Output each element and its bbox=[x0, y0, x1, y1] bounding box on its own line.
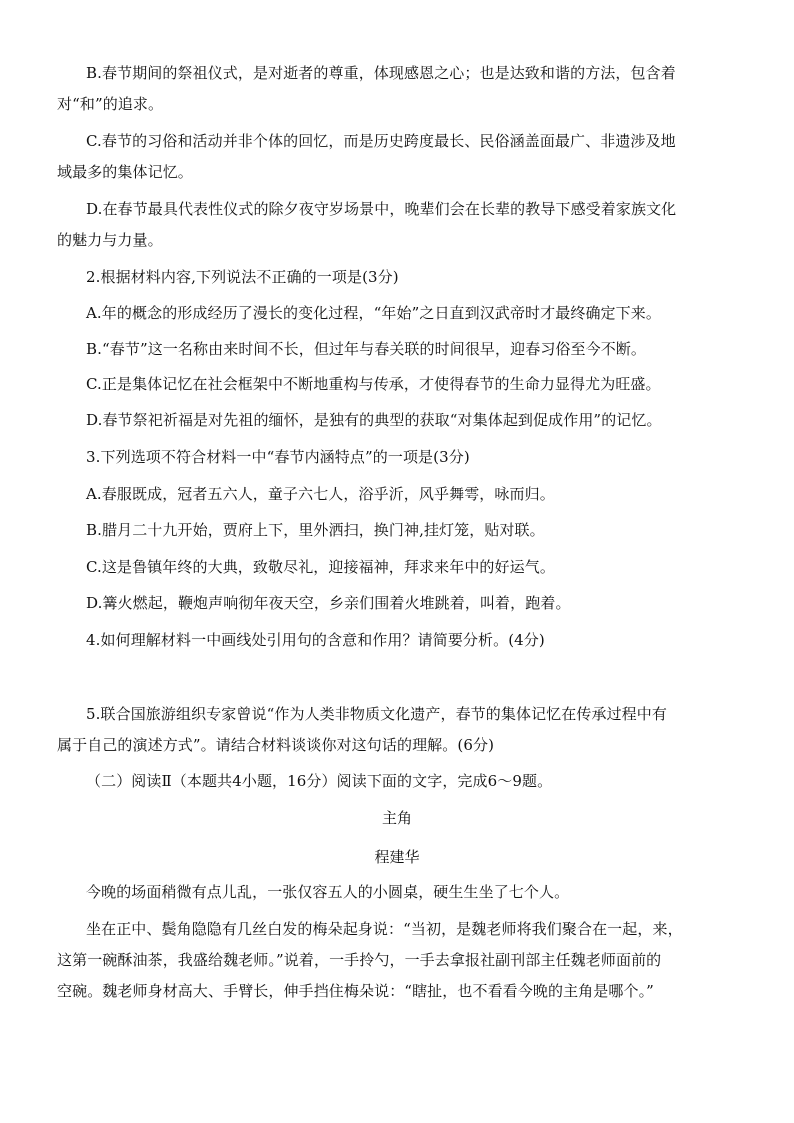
option-1b-line-1: B.春节期间的祭祖仪式，是对逝者的尊重，体现感恩之心；也是达致和谐的方法，包含着 bbox=[86, 64, 676, 82]
story-title: 主角 bbox=[381, 809, 412, 827]
story-paragraph-2-line-3: 空碗。魏老师身材高大、手臂长，伸手挡住梅朵说：“瞎扯，也不看看今晚的主角是哪个。” bbox=[57, 982, 654, 1000]
question-5-line-2: 属于自己的演述方式”。请结合材料谈谈你对这句话的理解。(6分) bbox=[57, 736, 495, 754]
option-2b: B.“春节”这一名称由来时间不长，但过年与春关联的时间很早，迎春习俗至今不断。 bbox=[86, 340, 647, 358]
story-author: 程建华 bbox=[374, 848, 420, 866]
question-5-line-1: 5.联合国旅游组织专家曾说“作为人类非物质文化遗产，春节的集体记忆在传承过程中有 bbox=[86, 705, 667, 723]
option-1c-line-2: 域最多的集体记忆。 bbox=[57, 163, 193, 181]
story-paragraph-2-line-2: 这第一碗酥油茶，我盛给魏老师。”说着，一手拎勺，一手去拿报社副刊部主任魏老师面前的 bbox=[57, 951, 662, 969]
option-3d: D.篝火燃起，鞭炮声响彻年夜天空，乡亲们围着火堆跳着，叫着，跑着。 bbox=[86, 594, 571, 612]
section-heading: （二）阅读Ⅱ（本题共4小题，16分）阅读下面的文字，完成6～9题。 bbox=[86, 772, 553, 790]
question-4: 4.如何理解材料一中画线处引用句的含意和作用？请简要分析。(4分) bbox=[86, 631, 545, 649]
option-2d: D.春节祭祀祈福是对先祖的缅怀，是独有的典型的获取“对集体起到促成作用”的记忆。 bbox=[86, 411, 662, 429]
story-paragraph-2-line-1: 坐在正中、鬓角隐隐有几丝白发的梅朵起身说：“当初，是魏老师将我们聚合在一起，来， bbox=[86, 920, 683, 938]
option-2a: A.年的概念的形成经历了漫长的变化过程，“年始”之日直到汉武帝时才最终确定下来。 bbox=[86, 304, 661, 322]
story-paragraph-1: 今晚的场面稍微有点儿乱，一张仅容五人的小圆桌，硬生生坐了七个人。 bbox=[86, 883, 570, 901]
option-1d-line-2: 的魅力与力量。 bbox=[57, 231, 163, 249]
question-3: 3.下列选项不符合材料一中“春节内涵特点”的一项是(3分) bbox=[86, 448, 470, 466]
option-2c: C.正是集体记忆在社会框架中不断地重构与传承，才使得春节的生命力显得尤为旺盛。 bbox=[86, 375, 661, 393]
option-3a: A.春服既成，冠者五六人，童子六七人，浴乎沂，风乎舞雩，咏而归。 bbox=[86, 485, 555, 503]
option-1b-line-2: 对“和”的追求。 bbox=[57, 95, 164, 113]
option-3b: B.腊月二十九开始，贾府上下，里外洒扫，换门神,挂灯笼，贴对联。 bbox=[86, 521, 545, 539]
option-1c-line-1: C.春节的习俗和活动并非个体的回忆，而是历史跨度最长、民俗涵盖面最广、非遗涉及地 bbox=[86, 132, 676, 150]
question-2: 2.根据材料内容,下列说法不正确的一项是(3分) bbox=[86, 268, 399, 286]
option-3c: C.这是鲁镇年终的大典，致敬尽礼，迎接福神，拜求来年中的好运气。 bbox=[86, 558, 555, 576]
option-1d-line-1: D.在春节最具代表性仪式的除夕夜守岁场景中，晚辈们会在长辈的教导下感受着家族文化 bbox=[86, 200, 677, 218]
